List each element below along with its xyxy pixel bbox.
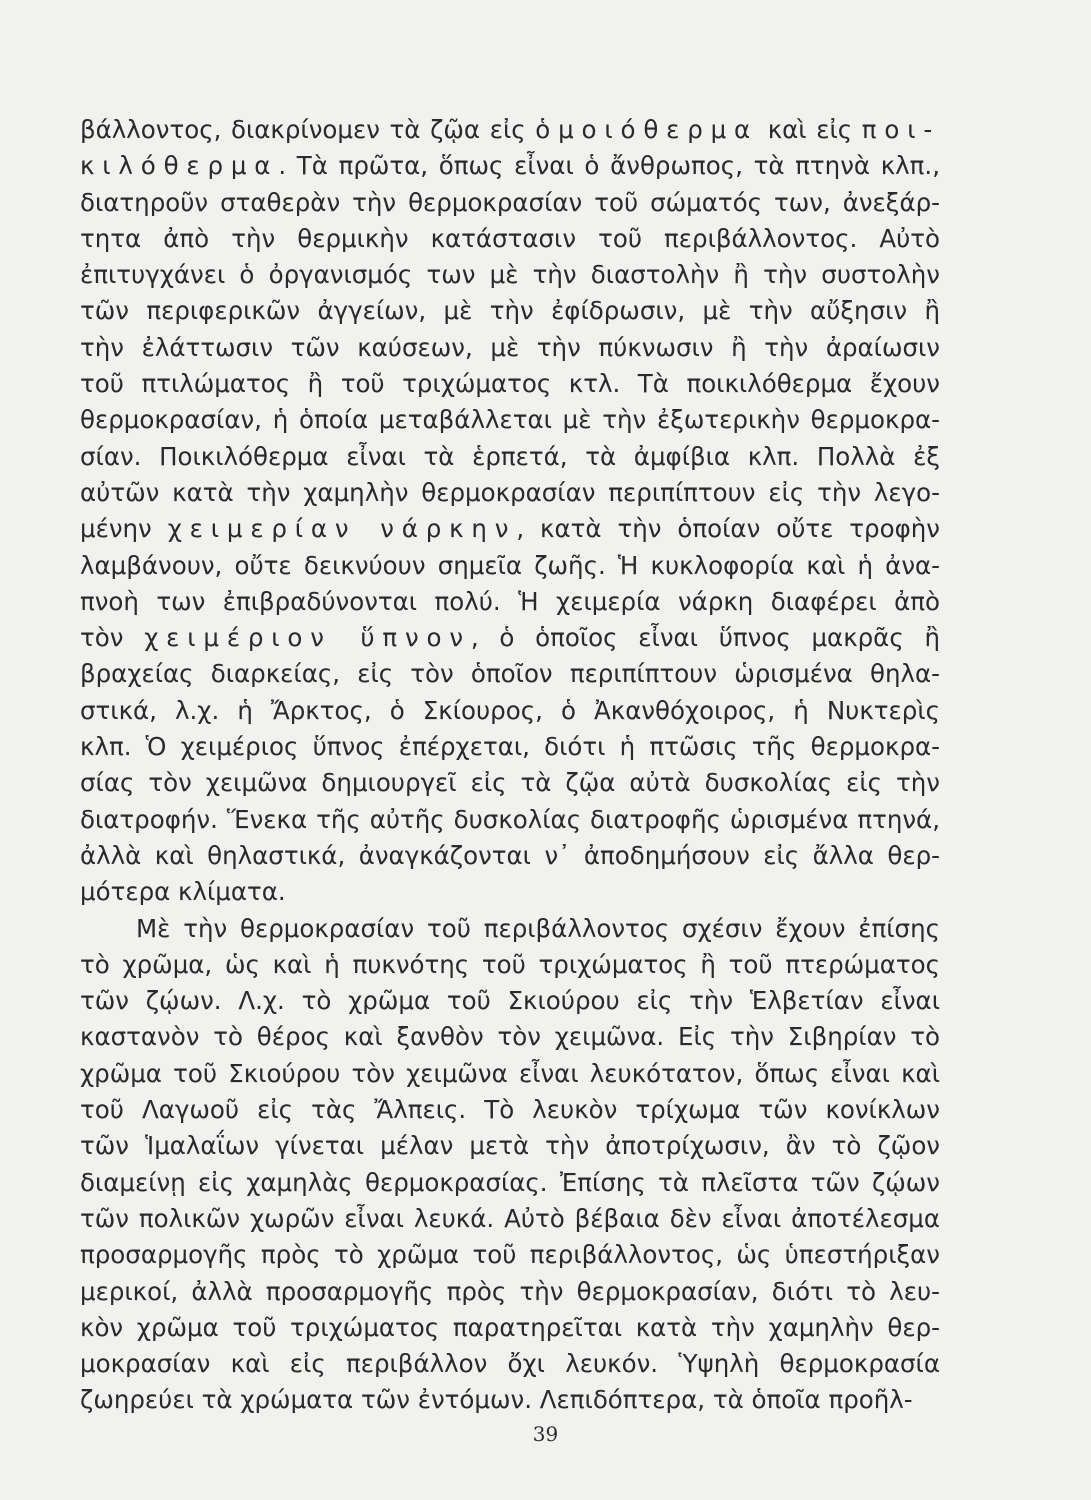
page-number: 39 [532,1422,559,1446]
text-segment: βάλλοντος, διακρίνομεν τὰ ζῷα εἰς [80,115,536,144]
text-line [80,112,940,148]
text-line [80,693,940,729]
text-segment: μερικοί, ἀλλὰ προσαρμογῆς πρὸς τὴν θερμοκρασίαν, διότι τὸ λευ- [80,1276,940,1306]
text-line [80,1346,940,1382]
text-segment: διατροφήν. Ἕνεκα τῆς αὐτῆς δυσκολίας διατροφῆς ὡρισμένα πτηνά, [80,804,940,834]
text-segment: λαμβάνουν, οὔτε δεικνύουν σημεῖα ζωῆς. Ἡ κυκλοφορία καὶ ἡ ἀνα- [80,550,940,580]
text-line [80,947,940,983]
text-segment: σίας τὸν χειμῶνα δημιουργεῖ εἰς τὰ ζῷα αὐτὰ δυσκολίας εἰς τὴν [80,768,940,798]
text-segment: θερμοκρασίαν, ἡ ὁποία μεταβάλλεται μὲ τὴν ἐξωτερικὴν θερμοκρα- [80,405,940,435]
text-segment: ἀλλὰ καὶ θηλαστικά, ἀναγκάζονται ν᾽ ἀποδημήσουν εἰς ἄλλα θερ- [80,840,940,870]
text-line [80,1056,940,1092]
text-line [80,293,940,329]
text-segment: τοῦ πτιλώματος ἢ τοῦ τριχώματος κτλ. Τὰ ποικιλόθερμα ἔχουν [80,369,940,399]
text-line [80,1201,940,1237]
text-segment: , ὁ ὁποῖος εἶναι ὕπνος μακρᾶς ἢ [470,623,940,653]
text-segment: τῶν Ἱμαλαΐων γίνεται μέλαν μετὰ τὴν ἀποτρίχωσιν, ἂν τὸ ζῷον [80,1131,940,1161]
text-segment: κὸν χρῶμα τοῦ τριχώματος παρατηρεῖται κατὰ τὴν χαμηλὴν θερ- [80,1312,940,1342]
text-line [80,1237,940,1273]
spaced-term: ὁμοιόθερμα [535,115,759,144]
text-segment: , κατὰ τὴν ὁποίαν οὔτε τροφὴν [516,514,940,544]
text-segment: ἐπιτυγχάνει ὁ ὀργανισμός των μὲ τὴν διαστολὴν ἢ τὴν συστολὴν [80,260,940,290]
text-line [80,584,940,620]
text-segment: τὴν ἐλάττωσιν τῶν καύσεων, μὲ τὴν πύκνωσιν ἢ τὴν ἀραίωσιν [80,332,940,362]
text-line [80,1382,940,1418]
text-segment: μότερα κλίματα. [80,877,286,907]
text-line [80,1310,940,1346]
text-line [80,1165,940,1201]
text-segment: κλπ. Ὁ χειμέριος ὕπνος ἐπέρχεται, διότι ἡ πτῶσις τῆς θερμοκρα- [80,732,940,762]
text-segment: τὸ χρῶμα, ὡς καὶ ἡ πυκνότης τοῦ τριχώματος ἢ τοῦ πτερώματος [80,949,940,979]
text-segment: . Τὰ πρῶτα, ὅπως εἶναι ὁ ἄνθρωπος, τὰ πτηνὰ κλπ., [278,151,940,181]
text-segment: Μὲ τὴν θερμοκρασίαν τοῦ περιβάλλοντος σχέσιν ἔχουν ἐπίσης [136,913,940,943]
text-segment: σίαν. Ποικιλόθερμα εἶναι τὰ ἑρπετά, τὰ ἀμφίβια κλπ. Πολλὰ ἐξ [80,441,940,471]
text-segment: προσαρμογῆς πρὸς τὸ χρῶμα τοῦ περιβάλλοντος, ὡς ὑπεστήριξαν [80,1240,940,1270]
text-line [80,1092,940,1128]
text-segment: καὶ εἰς [758,115,862,144]
spaced-term: χειμερίαν νάρκην [167,514,517,544]
text-line [80,330,940,366]
text-segment: ζωηρεύει τὰ χρώματα τῶν ἐντόμων. Λεπιδόπτερα, τὰ ὁποῖα προῆλ- [80,1385,913,1415]
text-line [80,983,940,1019]
text-segment: διαμείνῃ εἰς χαμηλὰς θερμοκρασίας. Ἐπίσης τὰ πλεῖστα τῶν ζῴων [80,1167,940,1197]
text-line [80,257,940,293]
text-line [80,729,940,765]
text-segment: τὸν [80,623,145,653]
text-segment: καστανὸν τὸ θέρος καὶ ξανθὸν τὸν χειμῶνα. Εἰς τὴν Σιβηρίαν τὸ [80,1022,940,1052]
text-segment: στικά, λ.χ. ἡ Ἄρκτος, ὁ Σκίουρος, ὁ Ἀκανθόχοιρος, ἡ Νυκτερὶς [80,695,940,725]
text-line [80,548,940,584]
text-line [80,656,940,692]
text-segment: αὐτῶν κατὰ τὴν χαμηλὴν θερμοκρασίαν περιπίπτουν εἰς τὴν λεγο- [80,477,940,507]
text-line [80,874,940,910]
text-line [80,366,940,402]
spaced-term: ποι- [861,115,941,144]
text-segment: χρῶμα τοῦ Σκιούρου τὸν χειμῶνα εἶναι λευκότατον, ὅπως εἶναι καὶ [80,1058,940,1088]
text-line [80,1274,940,1310]
text-segment: τητα ἀπὸ τὴν θερμικὴν κατάστασιν τοῦ περιβάλλοντος. Αὐτὸ [80,223,940,253]
text-line [80,1019,940,1055]
text-segment: τῶν περιφερικῶν ἀγγείων, μὲ τὴν ἐφίδρωσιν, μὲ τὴν αὔξησιν ἢ [80,296,940,326]
text-line [80,765,940,801]
text-segment: τοῦ Λαγωοῦ εἰς τὰς Ἄλπεις. Τὸ λευκὸν τρίχωμα τῶν κονίκλων [80,1095,940,1125]
text-line [80,802,940,838]
body-text [80,112,940,1419]
text-line [80,402,940,438]
spaced-term: κιλόθερμα [80,151,279,181]
text-line [80,439,940,475]
text-line [80,221,940,257]
text-segment: βραχείας διαρκείας, εἰς τὸν ὁποῖον περιπίπτουν ὡρισμένα θηλα- [80,659,940,689]
text-segment: διατηροῦν σταθερὰν τὴν θερμοκρασίαν τοῦ σώματός των, ἀνεξάρ- [80,187,940,217]
text-line [80,475,940,511]
text-segment: τῶν ζῴων. Λ.χ. τὸ χρῶμα τοῦ Σκιούρου εἰς τὴν Ἑλβετίαν εἶναι [80,986,940,1016]
text-line [80,185,940,221]
text-segment: μοκρασίαν καὶ εἰς περιβάλλον ὄχι λευκόν. Ὑψηλὴ θερμοκρασία [80,1349,940,1379]
text-line [80,911,940,947]
text-segment: μένην [80,514,168,544]
spaced-term: χειμέριον ὕπνον [144,623,471,653]
text-line [80,511,940,547]
text-line [80,620,940,656]
text-line [80,1128,940,1164]
text-segment: τῶν πολικῶν χωρῶν εἶναι λευκά. Αὐτὸ βέβαια δὲν εἶναι ἀποτέλεσμα [80,1203,940,1233]
text-line [80,148,940,184]
text-line [80,838,940,874]
text-segment: πνοὴ των ἐπιβραδύνονται πολύ. Ἡ χειμερία νάρκη διαφέρει ἀπὸ [80,586,940,616]
